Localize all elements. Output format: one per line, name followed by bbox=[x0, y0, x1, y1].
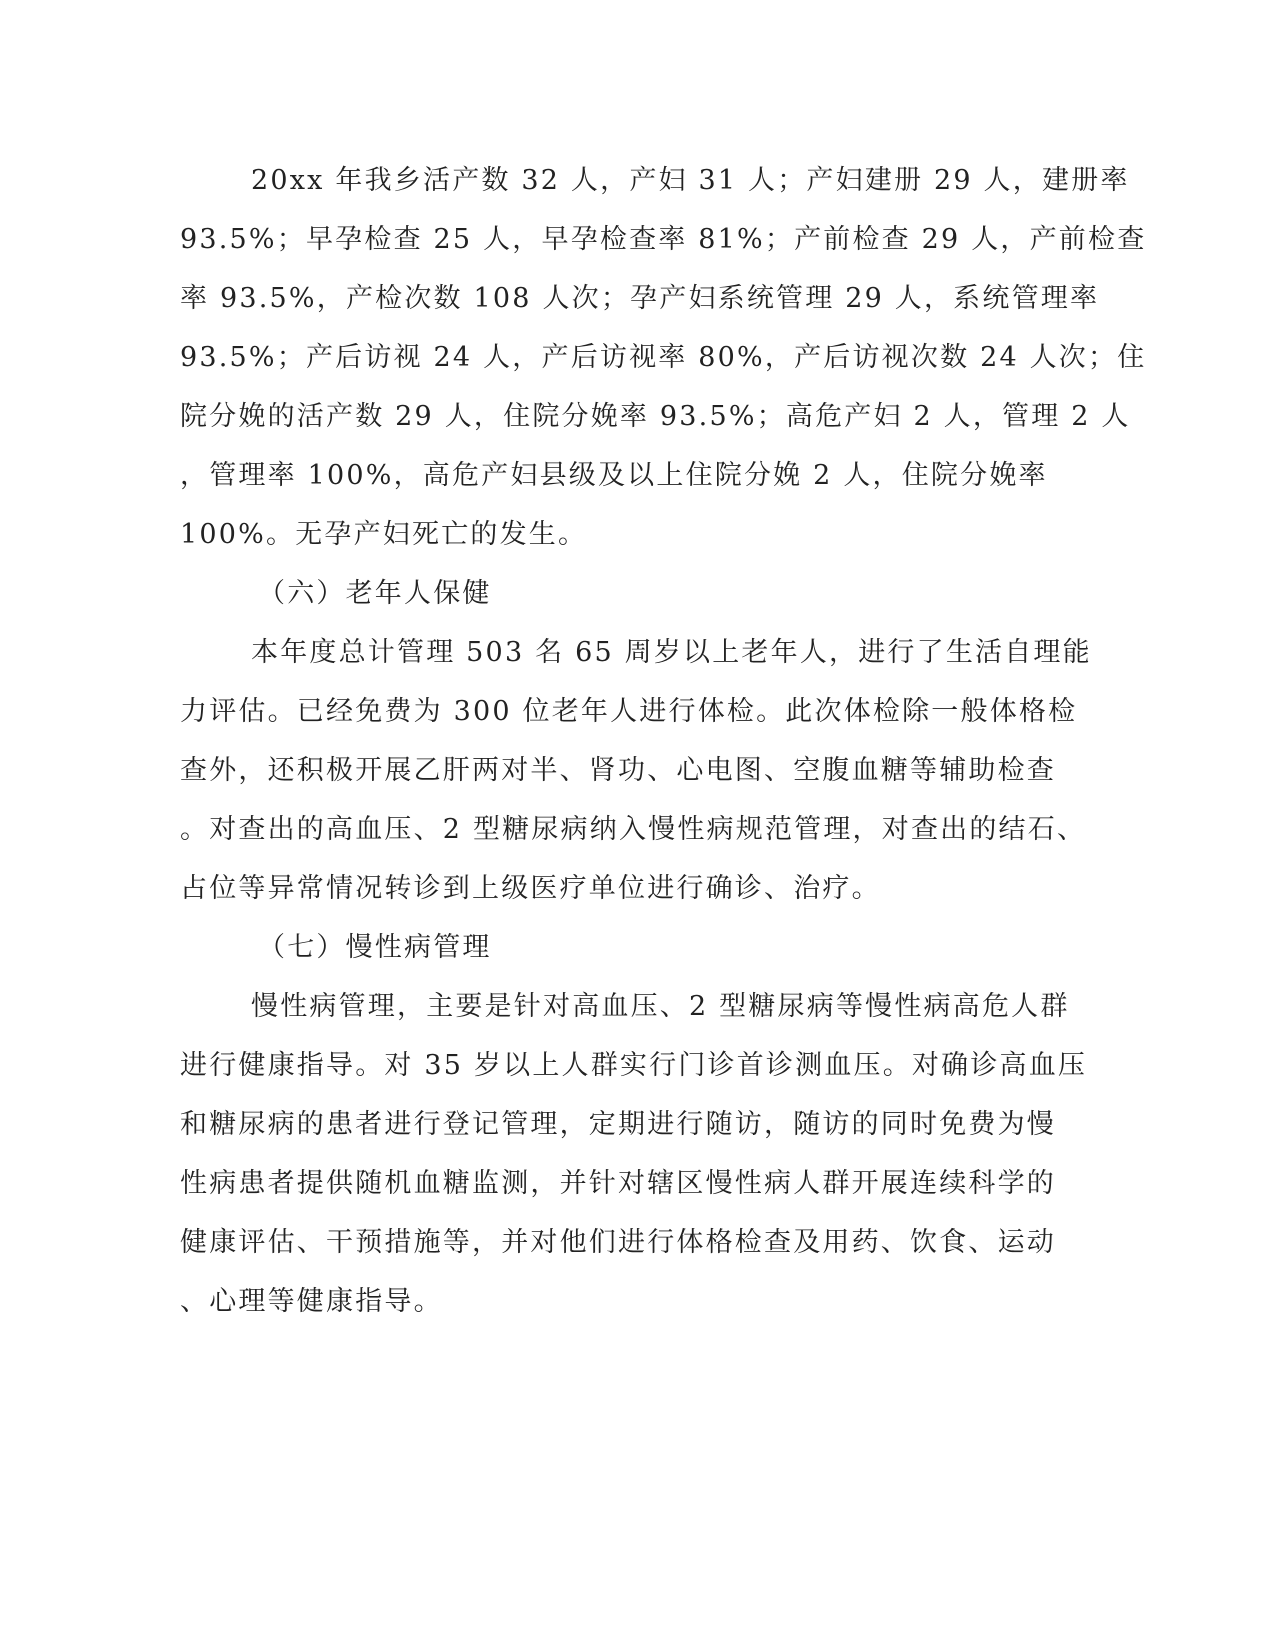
paragraph-line: 查外，还积极开展乙肝两对半、肾功、心电图、空腹血糖等辅助检查 bbox=[180, 755, 1056, 786]
paragraph-line: 20xx 年我乡活产数 32 人，产妇 31 人；产妇建册 29 人，建册率 bbox=[251, 165, 1130, 196]
paragraph-line: 健康评估、干预措施等，并对他们进行体格检查及用药、饮食、运动 bbox=[180, 1227, 1056, 1258]
paragraph-line: 慢性病管理，主要是针对高血压、2 型糖尿病等慢性病高危人群 bbox=[251, 991, 1070, 1022]
paragraph-line: 占位等异常情况转诊到上级医疗单位进行确诊、治疗。 bbox=[180, 873, 881, 904]
paragraph-line: 和糖尿病的患者进行登记管理，定期进行随访，随访的同时免费为慢 bbox=[180, 1109, 1056, 1140]
paragraph-line: ，管理率 100%，高危产妇县级及以上住院分娩 2 人，住院分娩率 bbox=[180, 460, 1048, 491]
paragraph-line: 本年度总计管理 503 名 65 周岁以上老年人，进行了生活自理能 bbox=[251, 637, 1092, 668]
paragraph-line: 院分娩的活产数 29 人，住院分娩率 93.5%；高危产妇 2 人，管理 2 人 bbox=[180, 401, 1131, 432]
paragraph-line: 进行健康指导。对 35 岁以上人群实行门诊首诊测血压。对确诊高血压 bbox=[180, 1050, 1088, 1081]
section-heading: （六）老年人保健 bbox=[258, 578, 492, 609]
paragraph-line: 力评估。已经免费为 300 位老年人进行体检。此次体检除一般体格检 bbox=[180, 696, 1078, 727]
paragraph-line: 。对查出的高血压、2 型糖尿病纳入慢性病规范管理，对查出的结石、 bbox=[180, 814, 1087, 845]
paragraph-line: 性病患者提供随机血糖监测，并针对辖区慢性病人群开展连续科学的 bbox=[180, 1168, 1056, 1199]
paragraph-line: 93.5%；早孕检查 25 人，早孕检查率 81%；产前检查 29 人，产前检查 bbox=[180, 224, 1147, 255]
paragraph-line: 93.5%；产后访视 24 人，产后访视率 80%，产后访视次数 24 人次；住 bbox=[180, 342, 1147, 373]
section-heading: （七）慢性病管理 bbox=[258, 932, 492, 963]
paragraph-line: 率 93.5%，产检次数 108 人次；孕产妇系统管理 29 人，系统管理率 bbox=[180, 283, 1100, 314]
paragraph-line: 100%。无孕产妇死亡的发生。 bbox=[180, 519, 588, 550]
paragraph-line: 、心理等健康指导。 bbox=[180, 1286, 443, 1317]
